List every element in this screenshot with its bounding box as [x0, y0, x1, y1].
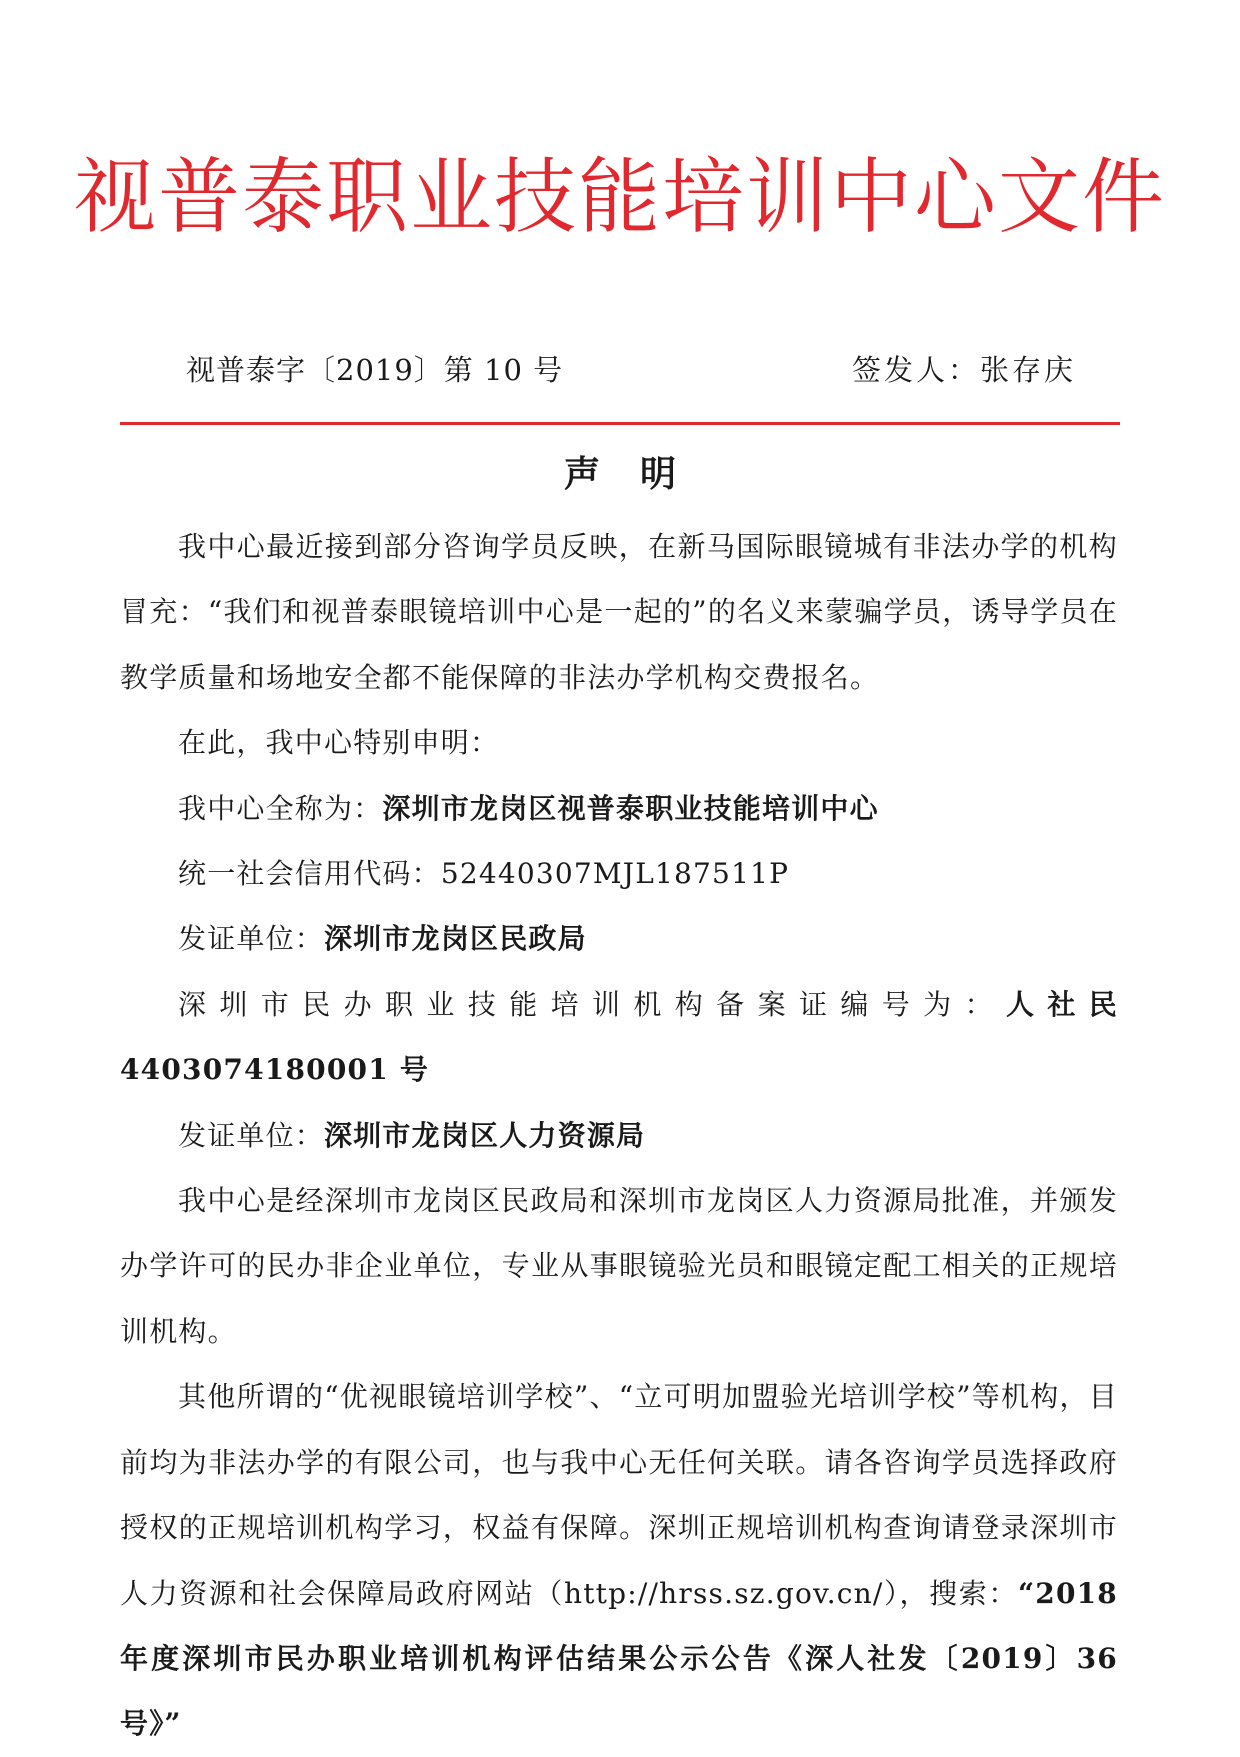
paragraph-approval: 我中心是经深圳市龙岗区民政局和深圳市龙岗区人力资源局批准，并颁发办学许可的民办非企业单位，专业从事眼镜验光员和眼镜定配工相关的正规培训机构。 [120, 1184, 1118, 1348]
issuer1-label: 发证单位： [178, 922, 325, 956]
credit-code-label: 统一社会信用代码： [178, 857, 441, 891]
issuer1-value: 深圳市龙岗区民政局 [324, 922, 587, 956]
full-name-line [120, 776, 1118, 841]
paragraph-statement: 在此，我中心特别申明： [178, 726, 500, 760]
issuer2-value: 深圳市龙岗区人力资源局 [324, 1118, 646, 1152]
red-divider-rule [120, 422, 1120, 425]
document-meta-row [186, 348, 1076, 392]
issuer2-label: 发证单位： [178, 1118, 325, 1152]
record-number-label: 深圳市民办职业技能培训机构备案证编号为： [178, 987, 1006, 1021]
credit-code-value: 52440307MJL187511P [440, 857, 790, 891]
record-number-line [120, 972, 1118, 1103]
document-header-title: 视普泰职业技能培训中心文件 [73, 150, 1166, 245]
declaration-title: 声明 [563, 453, 716, 495]
document-number: 视普泰字〔2019〕第 10 号 [186, 353, 564, 387]
paragraph-intro: 我中心最近接到部分咨询学员反映，在新马国际眼镜城有非法办学的机构冒充：“我们和视普泰眼镜培训中心是一起的”的名义来蒙骗学员，诱导学员在教学质量和场地安全都不能保障的非法办学机构交费报名。 [120, 530, 1118, 694]
issuer1-line [120, 906, 1118, 971]
paragraph-warning-bold: “2018年度深圳市民办职业培训机构评估结果公示公告《深人社发〔2019〕36 号》” [120, 1576, 1118, 1741]
issuer2-line [120, 1103, 1118, 1168]
full-name-label: 我中心全称为： [178, 791, 383, 825]
full-name-value: 深圳市龙岗区视普泰职业技能培训中心 [382, 791, 879, 825]
credit-code-line [120, 841, 1118, 906]
issuer-signature-line: 签发人：张存庆 [851, 353, 1076, 387]
declaration-body [120, 514, 1118, 1757]
paragraph-warning-text: 其他所谓的“优视眼镜培训学校”、“立可明加盟验光培训学校”等机构，目前均为非法办学的有限公司，也与我中心无任何关联。请各咨询学员选择政府授权的正规培训机构学习，权益有保障。深圳正规培训机构查询请登录深圳市人力资源和社会保障局政府网站（http://hrss.sz.gov.cn/），搜索： [120, 1380, 1118, 1610]
paragraph-warning [120, 1364, 1118, 1756]
record-number-value: 人社民 4403074180001 号 [120, 987, 1118, 1087]
